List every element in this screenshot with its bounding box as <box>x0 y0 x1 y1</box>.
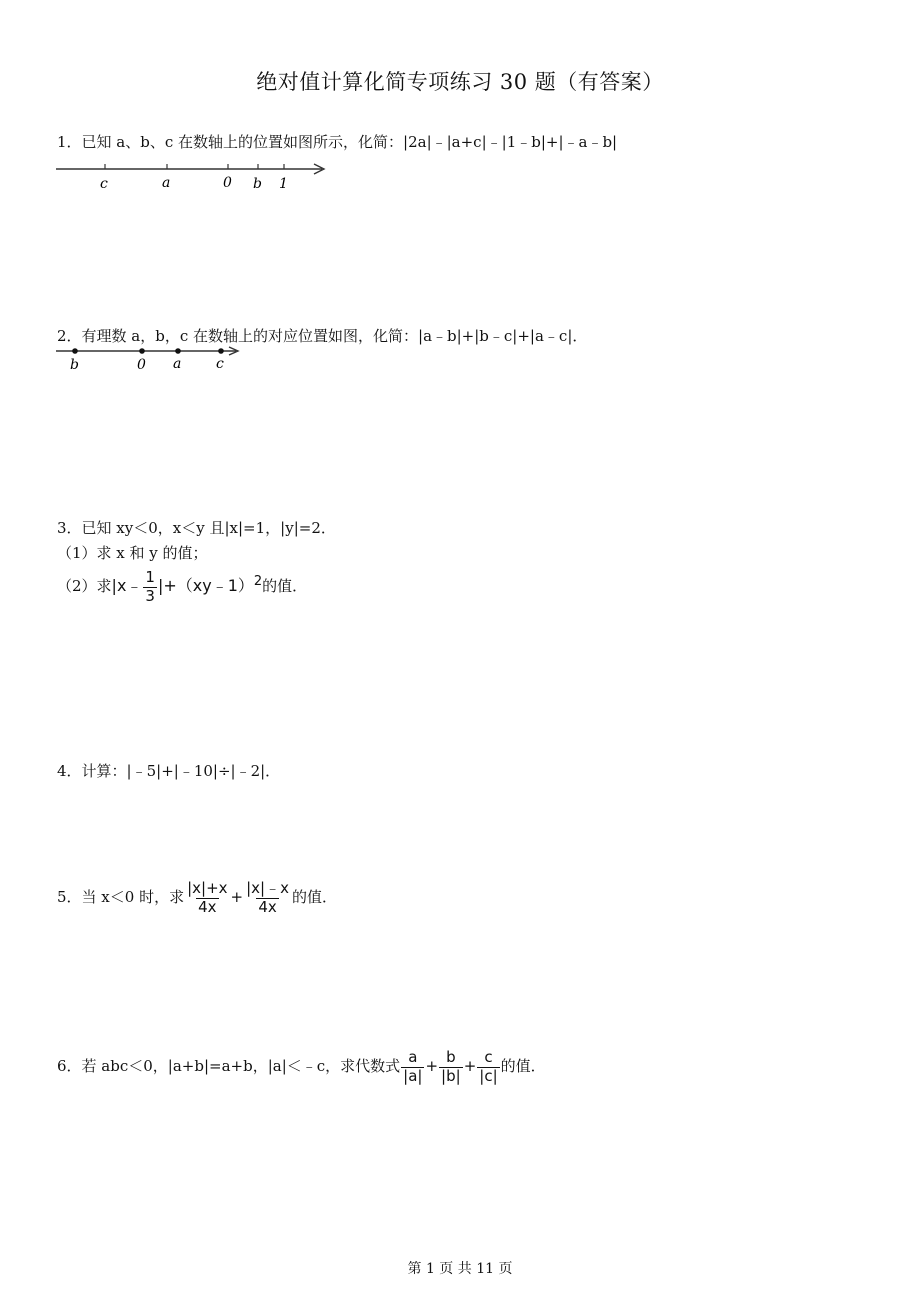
axis-label-c: c <box>100 176 108 192</box>
point-a <box>175 348 181 354</box>
question-3-part-2 <box>57 562 307 606</box>
question-5-prefix: 5．当 x＜0 时，求 <box>57 888 185 906</box>
fraction-2-numerator: |x|﹣x <box>246 879 289 898</box>
question-5 <box>57 874 337 920</box>
fraction-c-numerator: c <box>484 1048 493 1067</box>
question-1: 1．已知 a、b、c 在数轴上的位置如图所示，化简：|2a|﹣|a+c|﹣|1﹣b|+|﹣a﹣b| <box>57 133 618 151</box>
number-line-2 <box>54 344 244 376</box>
page-title: 绝对值计算化简专项练习 30 题（有答案） <box>256 70 664 94</box>
axis-label-b: b <box>70 357 79 373</box>
part-2-suffix: 的值． <box>262 577 308 595</box>
fraction-denominator: 3 <box>145 586 155 605</box>
fraction-2-denominator: 4x <box>258 897 277 916</box>
part-2-expr-left: |x﹣ <box>111 576 143 595</box>
fraction-2 <box>244 880 291 916</box>
point-0 <box>139 348 145 354</box>
fraction-b-denominator: |b| <box>441 1066 461 1085</box>
plus-sign-2: + <box>463 1057 477 1075</box>
number-line-1 <box>54 158 334 194</box>
question-6-suffix: 的值． <box>500 1057 546 1075</box>
axis-label-0: 0 <box>137 357 146 373</box>
question-3: 3．已知 xy＜0，x＜y 且|x|=1，|y|=2． <box>57 519 336 537</box>
plus-sign-1: + <box>425 1057 439 1075</box>
question-5-suffix: 的值． <box>291 888 337 906</box>
question-3-part-1: （1）求 x 和 y 的值； <box>57 544 208 562</box>
fraction-one-third <box>143 569 157 605</box>
plus-sign: + <box>230 888 244 906</box>
fraction-numerator: 1 <box>145 568 155 587</box>
point-c <box>218 348 224 354</box>
fraction-a-denominator: |a| <box>403 1066 423 1085</box>
axis-label-c: c <box>216 356 224 372</box>
fraction-a <box>401 1049 424 1085</box>
fraction-1 <box>185 880 229 916</box>
fraction-1-numerator: |x|+x <box>187 879 228 898</box>
fraction-a-numerator: a <box>408 1048 418 1067</box>
fraction-c <box>477 1049 499 1085</box>
part-2-expr-right: |+（xy﹣1） <box>157 576 254 595</box>
question-6 <box>57 1043 546 1089</box>
part-2-prefix: （2）求 <box>57 577 112 595</box>
fraction-b-numerator: b <box>446 1048 456 1067</box>
axis-label-b: b <box>253 176 262 192</box>
exponent: 2 <box>253 574 263 589</box>
point-b <box>72 348 78 354</box>
fraction-1-denominator: 4x <box>198 897 217 916</box>
axis-label-1: 1 <box>279 176 288 192</box>
fraction-c-denominator: |c| <box>479 1066 498 1085</box>
fraction-b <box>439 1049 463 1085</box>
axis-label-a: a <box>173 356 182 372</box>
page-footer: 第 1 页 共 11 页 <box>407 1261 513 1277</box>
question-6-prefix: 6．若 abc＜0，|a+b|=a+b，|a|＜﹣c，求代数式 <box>57 1057 401 1075</box>
question-4: 4．计算：|﹣5|+|﹣10|÷|﹣2|． <box>57 762 281 780</box>
axis-label-a: a <box>162 175 171 191</box>
question-2: 2．有理数 a，b，c 在数轴上的对应位置如图，化简：|a﹣b|+|b﹣c|+|a﹣c|． <box>57 327 588 345</box>
axis-label-0: 0 <box>223 175 232 191</box>
